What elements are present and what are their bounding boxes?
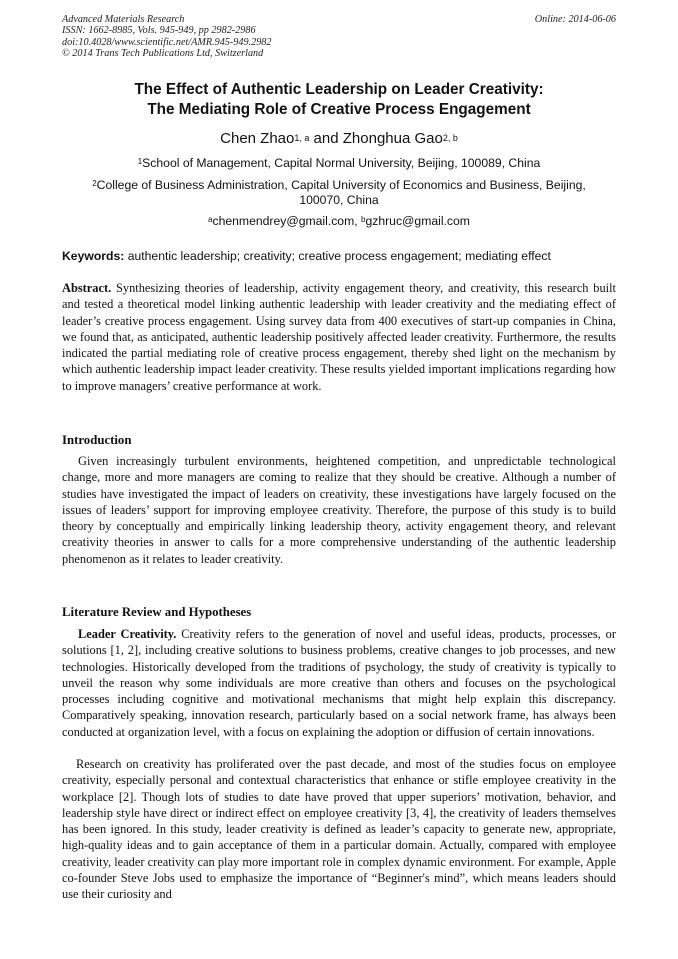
keywords-text: authentic leadership; creativity; creative process engagement; mediating effect	[124, 249, 551, 263]
email-b-sup: b	[361, 215, 366, 224]
email-line	[62, 214, 616, 229]
author-1: Chen Zhao	[220, 130, 295, 147]
email-a-sup: a	[208, 215, 213, 224]
affiliation-1	[62, 156, 616, 171]
affiliation-2	[62, 178, 616, 209]
journal-name: Advanced Materials Research	[62, 14, 185, 25]
copyright-line: © 2014 Trans Tech Publications Ltd, Switzerland	[62, 48, 264, 60]
author-joiner: and	[309, 130, 343, 147]
title-line-1: The Effect of Authentic Leadership on Leader Creativity:	[134, 81, 544, 98]
affiliation-2-line-2: 100070, China	[299, 193, 379, 208]
paper-title	[40, 80, 638, 120]
abstract-text: Synthesizing theories of leadership, activity engagement theory, and creativity, this research built and tested a theoretical model linking authentic leadership with leader creativity and the mediating effect of leader’s creative process engagement. Using survey data from 400 executives of start-up companies in China, we found that, as anticipated, authentic leadership positively affected leader creativity. Furthermore, the results indicated the partial mediating role of creative process engagement, thereby shed light on the mechanism by which authentic leadership impact leader creativity. These results yielded important implications regarding how to improve managers’ creative performance at work.	[62, 281, 616, 393]
affiliation-2-sup: 2	[92, 179, 97, 188]
affiliation-1-text: School of Management, Capital Normal University, Beijing, 100089, China	[142, 156, 541, 170]
author-2: Zhonghua Gao	[342, 130, 443, 147]
abstract-label: Abstract.	[62, 281, 112, 295]
issn-line: ISSN: 1662-8985, Vols. 945-949, pp 2982-2986	[62, 25, 256, 37]
online-date: Online: 2014-06-06	[534, 14, 616, 25]
affiliation-2-text: College of Business Administration, Capital University of Economics and Business, Beijing,	[96, 178, 586, 192]
affiliation-2-line-1	[62, 178, 616, 193]
leader-creativity-label: Leader Creativity.	[78, 627, 177, 641]
title-line-2: The Mediating Role of Creative Process Engagement	[147, 101, 531, 118]
literature-paragraph-1	[62, 626, 616, 740]
affiliation-1-sup: 1	[137, 157, 143, 166]
keywords-label: Keywords:	[62, 249, 125, 263]
email-b: gzhruc@gmail.com	[365, 214, 470, 228]
journal-header	[62, 14, 616, 60]
author-list	[40, 129, 638, 149]
doi-line: doi:10.4028/www.scientific.net/AMR.945-949.2982	[62, 36, 272, 48]
author-1-sup: 1, a	[294, 133, 310, 143]
author-2-sup: 2, b	[442, 133, 458, 143]
keywords	[62, 249, 618, 264]
introduction-paragraph: Given increasingly turbulent environments, heightened competition, and unpredictable technological change, more and more managers are coming to realize that they should be creative. Although a number of studies have investigated the impact of leaders on creativity, these investigations have largely focused on the issues of leaders’ support for improving employee creativity. Therefore, the purpose of this study is to build theory by conceptually and empirically linking leadership theory, activity engagement theory, and relevant creativity theories in answer to calls for a more comprehensive understanding of the authentic leadership phenomenon as it relates to leader creativity.	[62, 454, 616, 566]
literature-paragraph-1-text: Creativity refers to the generation of novel and useful ideas, products, processes, or solutions [1, 2], including creative solutions to business problems, creative changes to job processes, and new technologies. Historically developed from the traditions of psychology, the study of creativity is typically to unveil the reason why some individuals are more creative than others and focuses on the psychological processes including cognitive and motivational mechanisms that might help explain this discrepancy. Comparatively speaking, innovation research, particularly based on a social network frame, has always been conducted at organization level, with a focus on explaining the adoption or diffusion of certain innovations.	[62, 627, 616, 739]
literature-paragraph-2: Research on creativity has proliferated over the past decade, and most of the studies focus on employee creativity, especially personal and contextual characteristics that enhance or stifle employee creativity in the workplace [2]. Though lots of studies to date have proved that upper superiors’ motivation, behavior, and leadership style have direct or indirect effect on employee creativity [3, 4], the creativity of leaders themselves has been ignored. In this study, leader creativity is defined as leader’s capacity to generate new, appropriate, high-quality ideas and to gain acceptance of them in a particular domain. Actually, compared with employee creativity, leader creativity can play more important role in complex dynamic environment. For example, Apple co-founder Steve Jobs used to emphasize the importance of “Beginner's mind”, which means leaders should use their curiosity and	[62, 757, 616, 902]
email-a: chenmendrey@gmail.com,	[212, 214, 362, 228]
introduction-heading: Introduction	[62, 433, 132, 447]
abstract	[62, 280, 616, 394]
literature-heading: Literature Review and Hypotheses	[62, 605, 252, 619]
